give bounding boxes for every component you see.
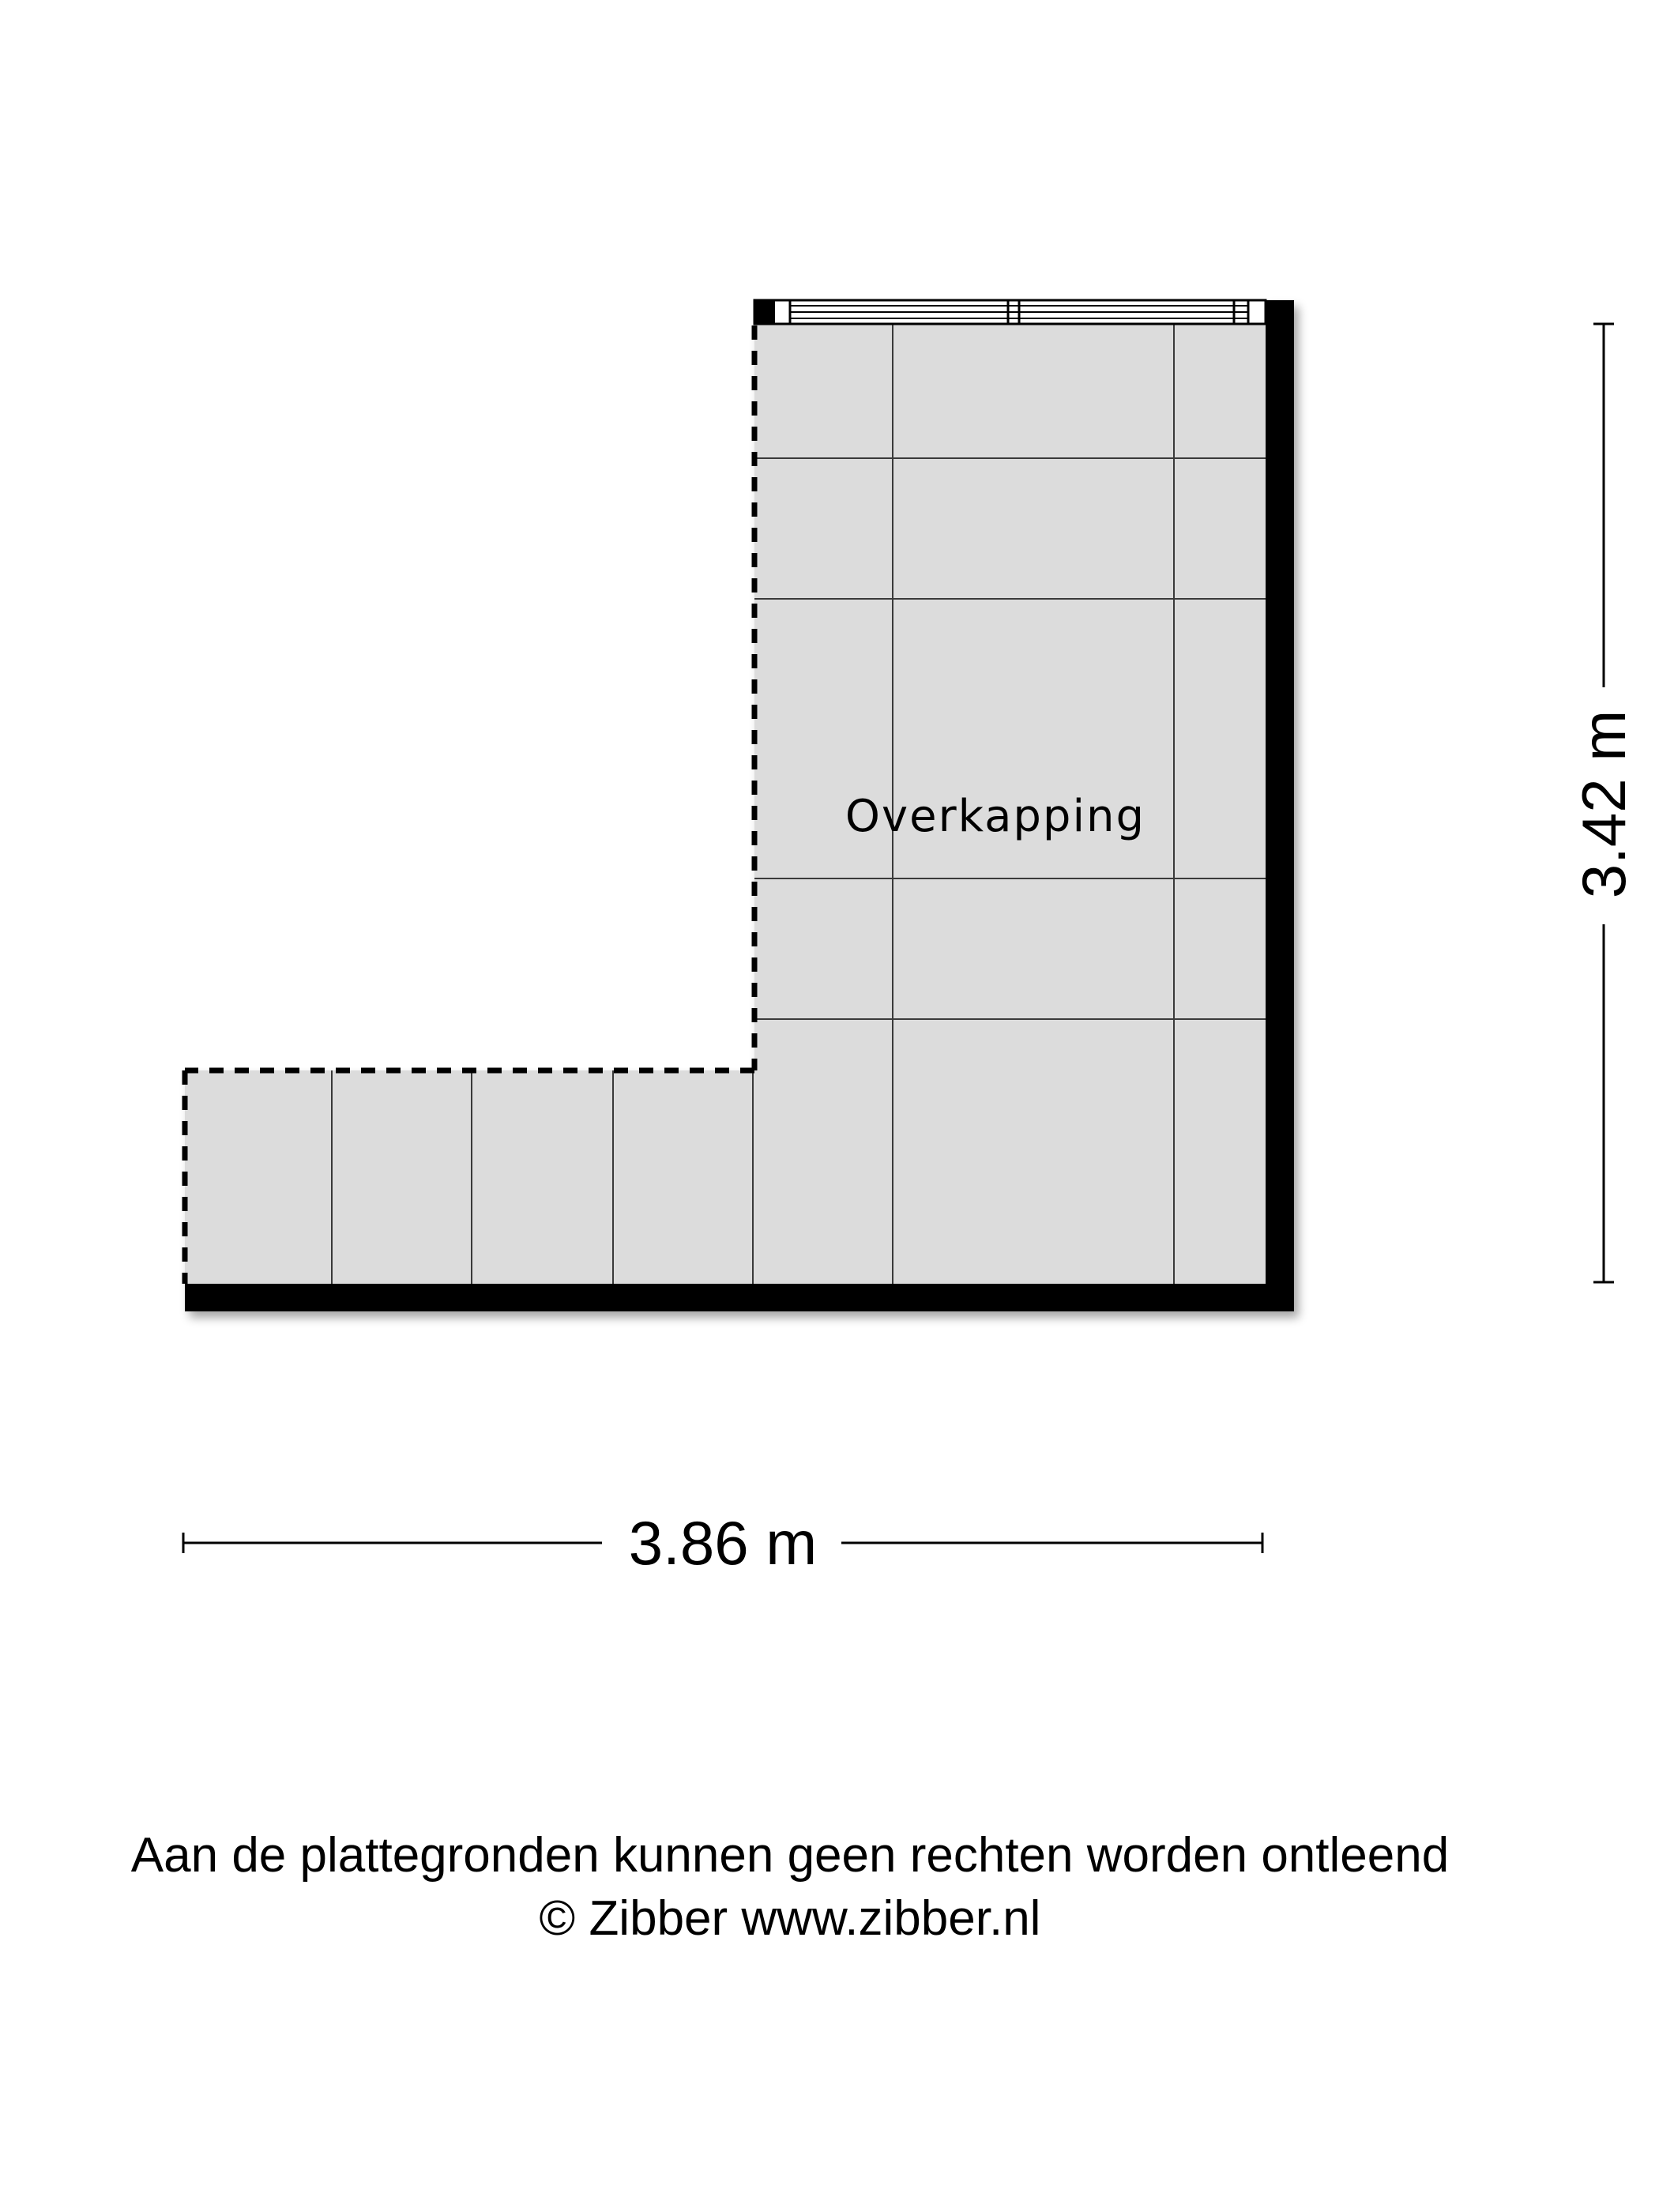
wall-right <box>1266 300 1294 1311</box>
wall-bottom <box>185 1284 1294 1311</box>
depth-dimension-label: 3.42 m <box>1569 709 1638 899</box>
width-dimension-label: 3.86 m <box>628 1508 818 1578</box>
room-label: Overkapping <box>845 791 1146 842</box>
disclaimer-text: Aan de plattegronden kunnen geen rechten worden ontleend <box>130 1828 1450 1883</box>
window <box>754 300 1266 324</box>
copyright-text: © Zibber www.zibber.nl <box>539 1891 1041 1946</box>
